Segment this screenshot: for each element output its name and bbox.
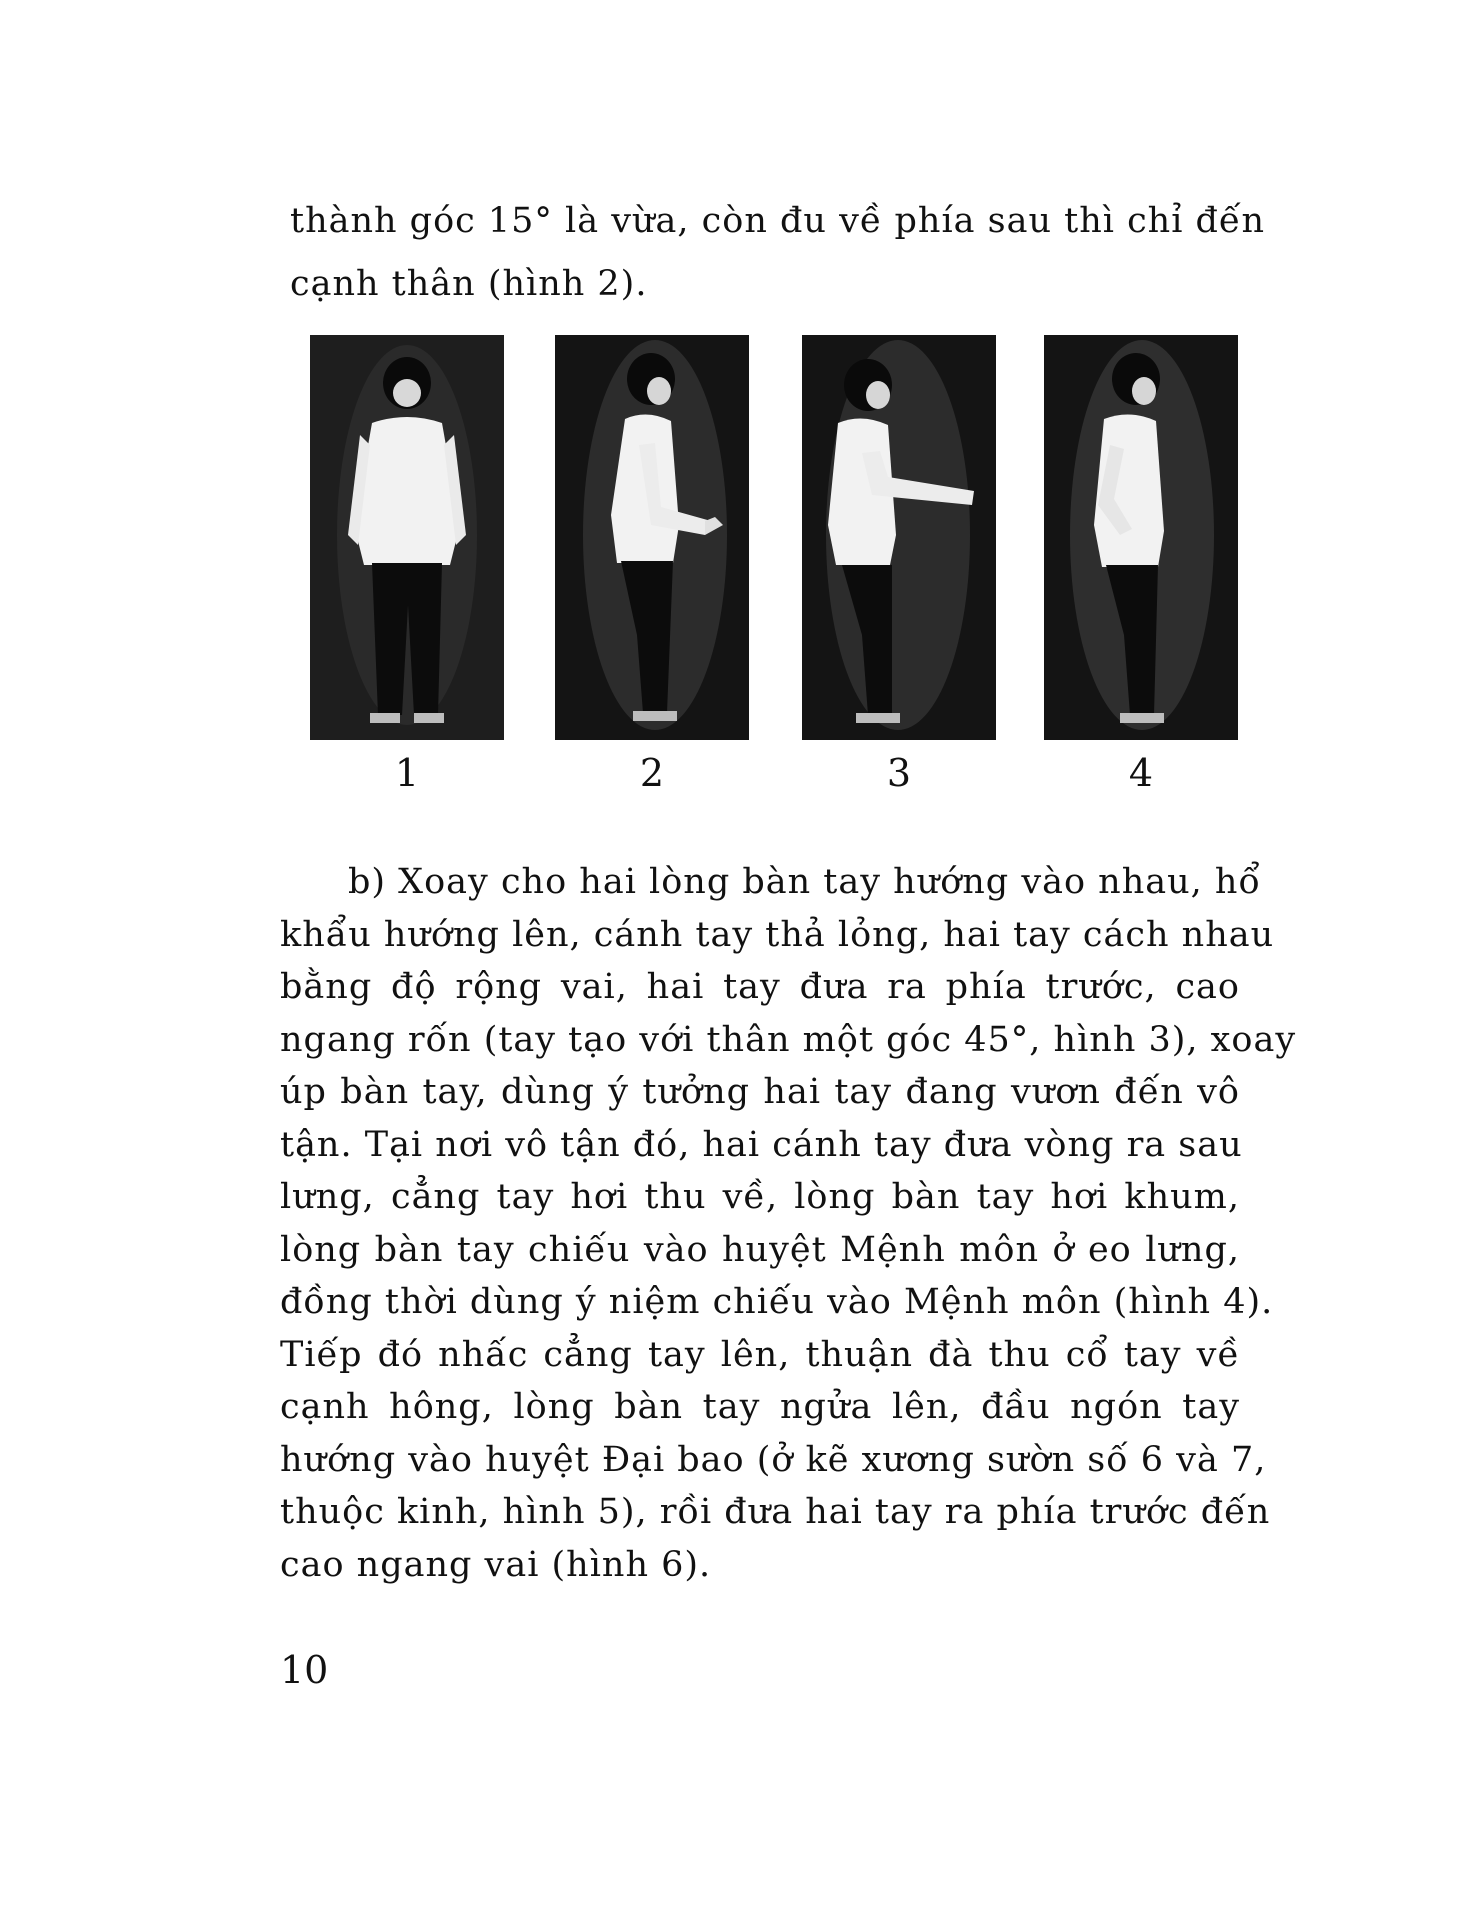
text-line: b) Xoay cho hai lòng bàn tay hướng vào nhau, hổ [348,862,1261,902]
figure-3-photo [802,335,996,795]
text-line: lòng bàn tay chiếu vào huyệt Mệnh môn ở eo lưng, [280,1229,1240,1270]
text-line: cao ngang vai (hình 6). [280,1544,712,1585]
text-line: tận. Tại nơi vô tận đó, hai cánh tay đưa vòng ra sau [280,1124,1243,1165]
main-paragraph [280,856,1297,1591]
figure-1-photo [310,335,504,795]
text-line: úp bàn tay, dùng ý tưởng hai tay đang vươn đến vô [280,1072,1240,1112]
figure-strip [310,335,1230,805]
figure-number: 1 [394,751,420,795]
text-line: bằng độ rộng vai, hai tay đưa ra phía trước, cao [280,967,1240,1007]
hands-behind-back-illustration [1044,335,1238,740]
text-line: cạnh hông, lòng bàn tay ngửa lên, đầu ngón tay [280,1387,1240,1427]
standing-front-illustration [310,335,504,740]
text-line: thuộc kinh, hình 5), rồi đưa hai tay ra phía trước đến [280,1492,1271,1532]
text-line: hướng vào huyệt Đại bao (ở kẽ xương sườn số 6 và 7, [280,1439,1267,1480]
figure-2-photo [555,335,749,795]
top-paragraph [290,190,1266,316]
figure-number: 4 [1128,751,1154,795]
text-line: ngang rốn (tay tạo với thân một góc 45°, hình 3), xoay [280,1019,1297,1060]
text-line: thành góc 15° là vừa, còn đu về phía sau thì chỉ đến [290,201,1266,241]
text-line: cạnh thân (hình 2). [290,264,648,304]
figure-4-photo [1044,335,1238,795]
text-line: lưng, cẳng tay hơi thu về, lòng bàn tay hơi khum, [280,1177,1240,1217]
figure-number: 2 [639,751,665,795]
page-number: 10 [280,1648,329,1692]
figure-number: 3 [886,751,912,795]
text-line: Tiếp đó nhấc cẳng tay lên, thuận đà thu cổ tay về [280,1334,1240,1375]
text-line: đồng thời dùng ý niệm chiếu vào Mệnh môn (hình 4). [280,1282,1274,1322]
arms-extended-side-illustration [802,335,996,740]
text-line: khẩu hướng lên, cánh tay thả lỏng, hai tay cách nhau [280,914,1275,955]
arms-forward-side-illustration [555,335,749,740]
